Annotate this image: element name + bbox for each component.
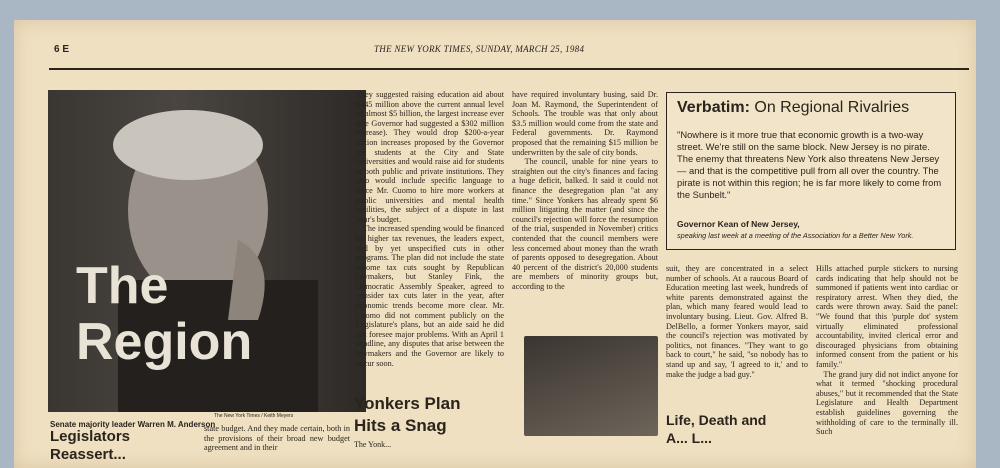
header-rule xyxy=(49,68,969,70)
newspaper-clipping xyxy=(14,20,976,468)
yonkers-headline-1: Yonkers Plan xyxy=(354,394,461,413)
life-death-headline-2: A... L... xyxy=(666,430,712,446)
photo-credit: The New York Times / Keith Meyers xyxy=(214,413,294,419)
yonkers-headline-2: Hits a Snag xyxy=(354,416,447,435)
life-death-headline: Life, Death and xyxy=(666,412,767,428)
page-number: 6 E xyxy=(54,44,70,55)
masthead: THE NEW YORK TIMES, SUNDAY, MARCH 25, 1984 xyxy=(374,44,585,54)
anderson-photo xyxy=(48,90,366,412)
verbatim-box xyxy=(666,92,956,250)
article-column-2: have required involuntary busing, said Dr. Joan M. Raymond, the Superintendent of Schools. The trouble was that only about $3.5 million would come from the state and Federal governments. Dr. Raymond proposed that the remaining $15 million be underwritten by the sale of city bonds. The council, unable for nine years to straighten out the city's finances and facing a huge deficit, balked. It said it could not finance the desegregation plan "at any time." Since Yonkers has already spent $6 million litigating the matter (and since the council's rejection will force the resumption of the trial, suspended in November) critics contended that the council members were less concerned about money than the wrath of parents opposed to desegregation. About 40 percent of the district's 20,000 students are members of minority groups but, according to the xyxy=(512,90,658,291)
article-column-1: They suggested raising education aid about $445 million above the current annual level of almost $5 billion, the largest increase ever (the Governor had suggested a $302 million increase). They would drop $200-a-year tuition increases proposed by the Governor for students at the City and State Universities and would raise aid for students at both public and private institutions. They also would include specific language to force Mr. Cuomo to hire more workers at public universities and mental health facilities, the subject of a dispute in last year's budget. The increased spending would be financed by higher tax revenues, the leaders expect, and by yet unspecified cuts in other programs. The plan did not include the state income tax cuts sought by Republican lawmakers, but Stanley Fink, the Democratic Assembly Speaker, agreed to consider tax cuts later in the year, after economic trends become more clear. Mr. Cuomo did not comment publicly on the Legislature's plans, but an aide said he did not foresee major problems. With an April 1 deadline, any disputes that arise between the lawmakers and the Governor are likely to occur soon. xyxy=(356,90,504,368)
verbatim-quote: "Nowhere is it more true that economic growth is a two-way street. We're still on the same block. New Jersey is no pirate. The enemy that threatens New York also threatens New Jersey — and that is the competitive pull from all over the country. The pirate is not within this region; he is far more likely to come from the Sunbelt." xyxy=(677,129,942,200)
legislators-headline: Legislators xyxy=(50,428,131,445)
legislators-headline-2: Reassert... xyxy=(50,446,126,463)
article-column-3: suit, they are concentrated in a select number of schools. At a raucous Board of Education meeting last week, hundreds of white parents demonstrated against the plan, which many feared would lead to involuntary busing. Lieut. Gov. Alfred B. DelBello, a former Yonkers mayor, said the council's rejection was motivated by politics, not finances. "They want to go back to court," he said, "so nobody has to stand up and say, 'I agreed to it,' and to make the judge a bad guy." xyxy=(666,264,808,379)
budget-column: state budget. And they made certain, both in the provisions of their broad new budget agreement and in their xyxy=(204,424,350,453)
verbatim-attribution: Governor Kean of New Jersey, xyxy=(677,219,800,229)
section-title-line1: The xyxy=(76,257,169,315)
article-column-4: Hills attached purple stickers to nursing cards indicating that help should not be summoned if patients went into cardiac or respiratory arrest. When they died, the cards were thrown away. Said the panel: "We found that this 'purple dot' system virtually eliminated professional accountability, invited clerical error and discouraged physicians from obtaining informed consent from the patient or his family." The grand jury did not indict anyone for what it termed "shocking procedural abuses," but it recommended that the State Legislature and Health Department establish guidelines governing the withholding of care to the terminally ill. Such xyxy=(816,264,958,437)
yonkers-lead: The Yonk... xyxy=(354,440,392,449)
verbatim-heading: Verbatim: On Regional Rivalries xyxy=(677,99,910,116)
verbatim-context: speaking last week at a meeting of the Association for a Better New York. xyxy=(677,231,914,240)
woman-photo xyxy=(524,336,658,436)
photo-caption: Senate majority leader Warren M. Anderson xyxy=(50,420,216,429)
section-title-line2: Region xyxy=(76,313,253,371)
